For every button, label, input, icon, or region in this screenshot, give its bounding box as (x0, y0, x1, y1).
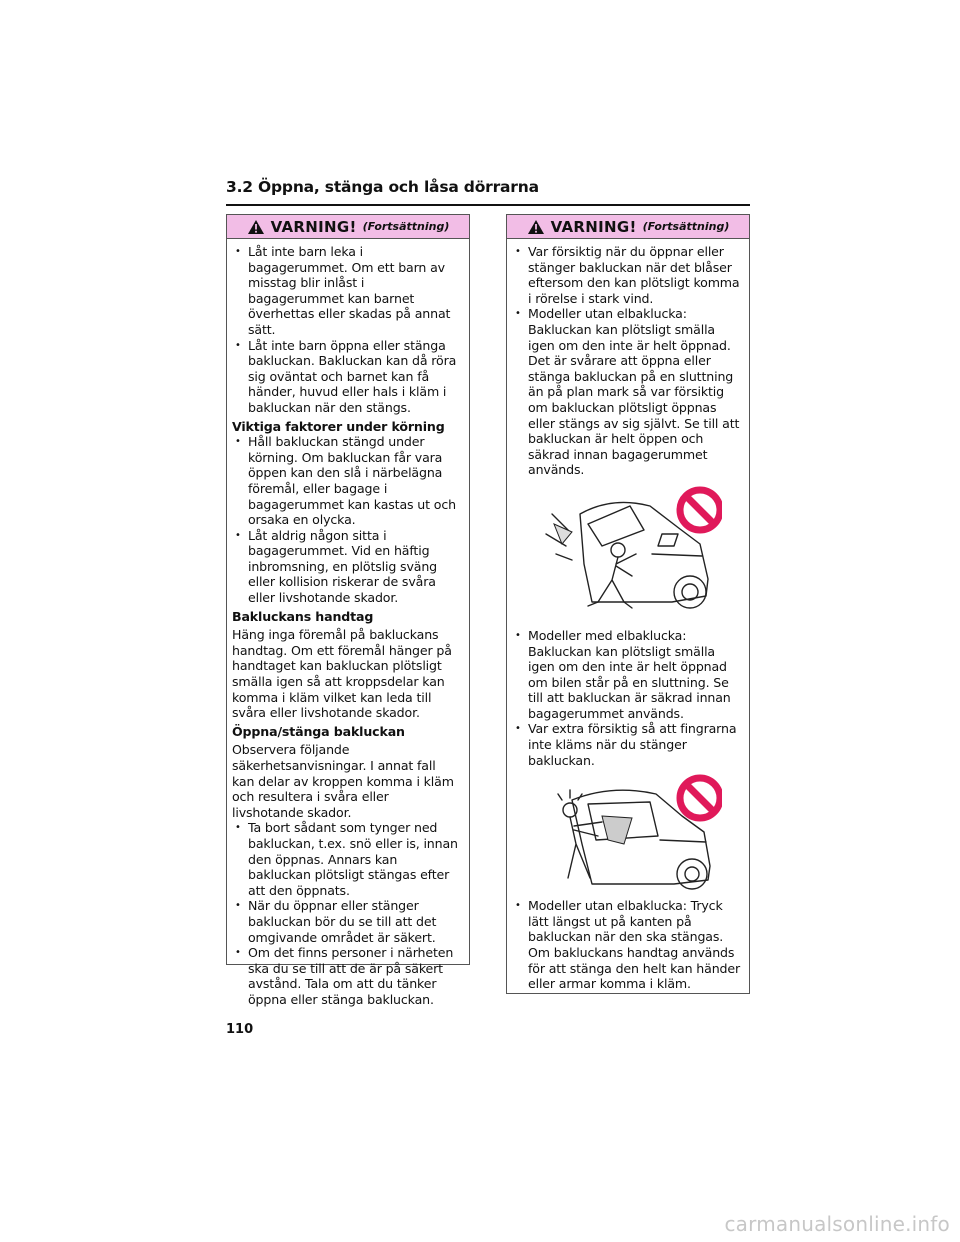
warning-continued: (Fortsättning) (362, 220, 450, 233)
list-item: • Modeller med elbaklucka: Bakluckan kan plötsligt smälla igen om den inte är helt öppnad om bilen står på en sluttning. Se till att bakluckan är säkrad innan bagagerummet används. (512, 628, 741, 722)
list-item: • Modeller utan elbaklucka: Tryck lätt längst ut på kanten på bakluckan när den ska stängas. Om bakluckans handtag används för att stänga den helt kan händer eller armar komma i kläm. (512, 898, 741, 992)
subheading: Viktiga faktorer under körning (232, 418, 445, 434)
warning-box-right (506, 214, 750, 994)
list-item: • Var försiktig när du öppnar eller stänger bakluckan när det blåser eftersom den kan plötsligt komma i rörelse i stark vind. (512, 244, 741, 306)
warning-box-left (226, 214, 470, 1007)
paragraph: Häng inga föremål på bakluckans handtag. Om ett föremål hänger på handtaget kan bakluckan plötsligt smälla igen så att kroppsdelar kan komma i kläm vilket kan leda till svåra eller livshotande skador. (232, 627, 452, 721)
warning-header (507, 215, 749, 239)
tailgate-fingers-illustration (532, 774, 722, 894)
list-item: • Modeller utan elbaklucka: Bakluckan kan plötsligt smälla igen om den inte är helt öppnad. Det är svårare att öppna eller stänga bakluckan på en sluttning än på plan mark så var försiktig om bakluckan plötsligt öppnas eller stängs av sig självt. Se till att bakluckan är helt öppen och säkrad innan bagagerummet används. (512, 306, 741, 478)
prohibition-icon (680, 778, 720, 818)
paragraph: Observera följande säkerhetsanvisningar. I annat fall kan delar av kroppen komma i kläm och resultera i svåra eller livshotande skador. (232, 742, 454, 820)
watermark: carmanualsonline.info (724, 1212, 950, 1236)
list-item: • Låt inte barn öppna eller stänga bakluckan. Bakluckan kan då röra sig oväntat och barnet kan få händer, huvud eller hals i kläm i bakluckan när den stängs. (232, 338, 461, 416)
warning-body (227, 239, 469, 1008)
warning-body (507, 239, 749, 992)
list-item: • Låt aldrig någon sitta i bagagerummet. Vid en häftig inbromsning, en plötslig sväng eller kollision riskerar de svåra eller livshotande skador. (232, 528, 461, 606)
warning-triangle-icon (527, 219, 545, 235)
subheading: Bakluckans handtag (232, 608, 374, 624)
warning-continued: (Fortsättning) (642, 220, 730, 233)
warning-label: VARNING! (550, 217, 637, 236)
list-item: • Om det finns personer i närheten ska du se till att de är på säkert avstånd. Tala om att du tänker öppna eller stänga bakluckan. (232, 945, 461, 1007)
list-item: • När du öppnar eller stänger bakluckan bör du se till att det omgivande området är säkert. (232, 898, 461, 945)
warning-header (227, 215, 469, 239)
prohibition-icon (680, 490, 720, 530)
tailgate-wind-illustration (532, 484, 722, 624)
section-title: 3.2 Öppna, stänga och låsa dörrarna (226, 178, 539, 196)
page-number: 110 (226, 1022, 254, 1037)
section-rule (226, 204, 750, 206)
subheading: Öppna/stänga bakluckan (232, 723, 405, 739)
warning-triangle-icon (247, 219, 265, 235)
list-item: • Var extra försiktig så att fingrarna inte kläms när du stänger bakluckan. (512, 721, 741, 768)
warning-label: VARNING! (270, 217, 357, 236)
list-item: • Låt inte barn leka i bagagerummet. Om ett barn av misstag blir inlåst i bagagerummet kan barnet överhettas eller skadas på annat sätt. (232, 244, 461, 338)
list-item: • Ta bort sådant som tynger ned bakluckan, t.ex. snö eller is, innan den öppnas. Annars kan bakluckan plötsligt stängas efter att den öppnats. (232, 820, 461, 898)
list-item: • Håll bakluckan stängd under körning. Om bakluckan får vara öppen kan den slå i närbelägna föremål, eller bagage i bagagerummet kan kastas ut och orsaka en olycka. (232, 434, 461, 528)
